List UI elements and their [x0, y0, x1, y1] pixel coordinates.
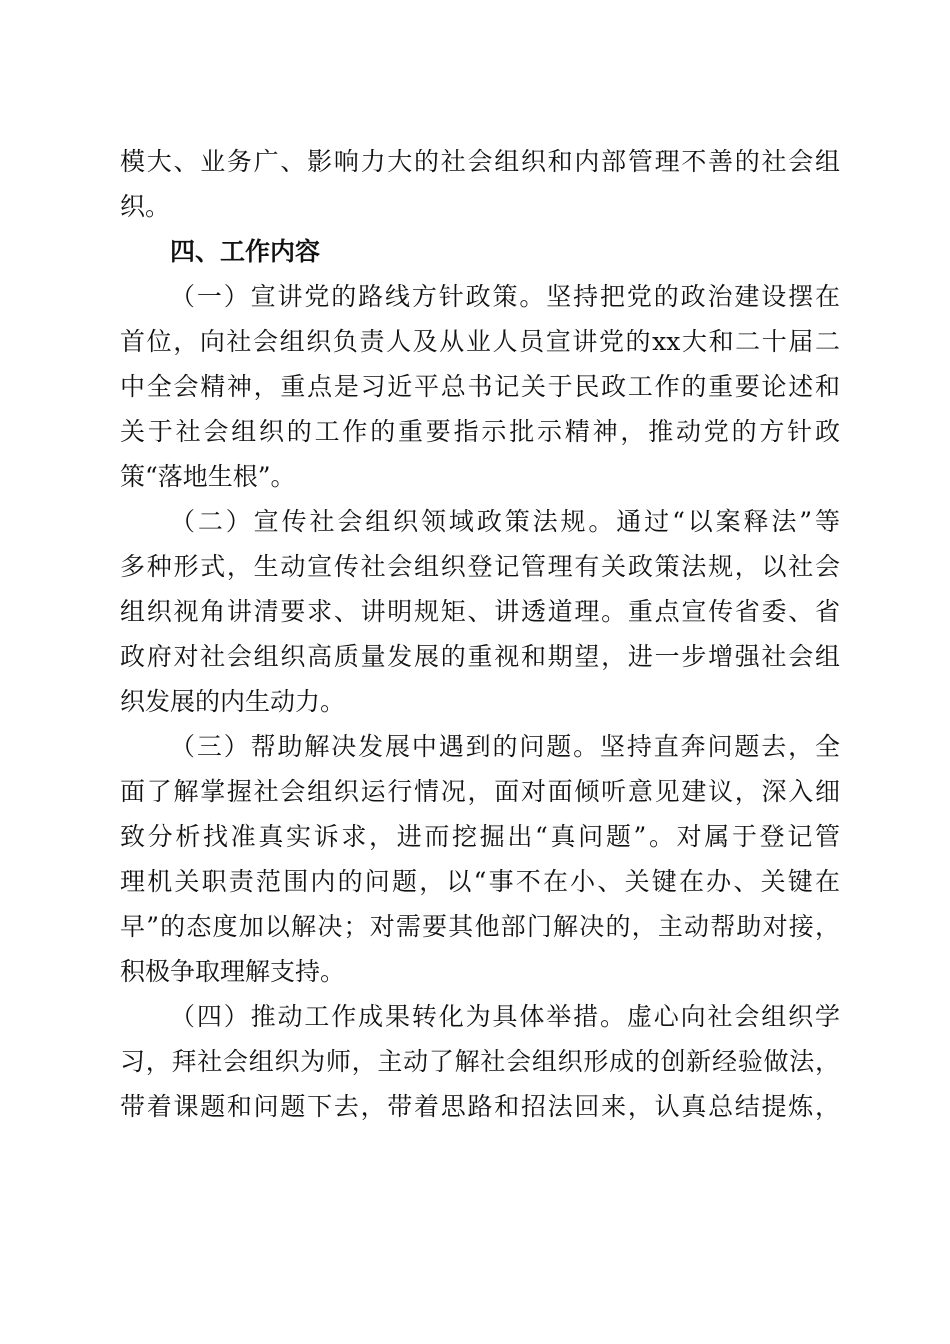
- section-heading: 四、工作内容: [170, 237, 321, 266]
- paragraph-3-line-2: 面了解掌握社会组织运行情况，面对面倾听意见建议，深入细: [120, 777, 840, 806]
- paragraph-2-line-5: 织发展的内生动力。: [120, 687, 346, 716]
- paragraph-3-line-4: 理机关职责范围内的问题，以“事不在小、关键在办、关键在: [120, 867, 840, 896]
- paragraph-2-line-2: 多种形式，生动宣传社会组织登记管理有关政策法规，以社会: [120, 552, 840, 581]
- paragraph-3-line-6: 积极争取理解支持。: [120, 957, 346, 986]
- paragraph-2-line-3: 组织视角讲清要求、讲明规矩、讲透道理。重点宣传省委、省: [120, 597, 840, 626]
- paragraph-4-line-3: 带着课题和问题下去，带着思路和招法回来，认真总结提炼，: [120, 1092, 840, 1121]
- paragraph-0-line-2: 织。: [120, 192, 171, 221]
- paragraph-2-line-1: （二）宣传社会组织领域政策法规。通过“以案释法”等: [170, 507, 840, 536]
- paragraph-4-line-2: 习，拜社会组织为师，主动了解社会组织形成的创新经验做法，: [120, 1047, 840, 1076]
- paragraph-4-line-1: （四）推动工作成果转化为具体举措。虚心向社会组织学: [170, 1002, 840, 1031]
- paragraph-1-line-4: 关于社会组织的工作的重要指示批示精神，推动党的方针政: [120, 417, 840, 446]
- paragraph-1-line-2: 首位，向社会组织负责人及从业人员宣讲党的xx大和二十届二: [120, 327, 840, 356]
- paragraph-1-line-1: （一）宣讲党的路线方针政策。坚持把党的政治建设摆在: [170, 282, 840, 311]
- paragraph-3-line-5: 早”的态度加以解决；对需要其他部门解决的，主动帮助对接，: [120, 912, 840, 941]
- paragraph-2-line-4: 政府对社会组织高质量发展的重视和期望，进一步增强社会组: [120, 642, 840, 671]
- paragraph-3-line-1: （三）帮助解决发展中遇到的问题。坚持直奔问题去，全: [170, 732, 840, 761]
- paragraph-1-line-3: 中全会精神，重点是习近平总书记关于民政工作的重要论述和: [120, 372, 840, 401]
- paragraph-1-line-5: 策“落地生根”。: [120, 462, 296, 491]
- paragraph-0-line-1: 模大、业务广、影响力大的社会组织和内部管理不善的社会组: [120, 147, 840, 176]
- paragraph-3-line-3: 致分析找准真实诉求，进而挖掘出“真问题”。对属于登记管: [120, 822, 840, 851]
